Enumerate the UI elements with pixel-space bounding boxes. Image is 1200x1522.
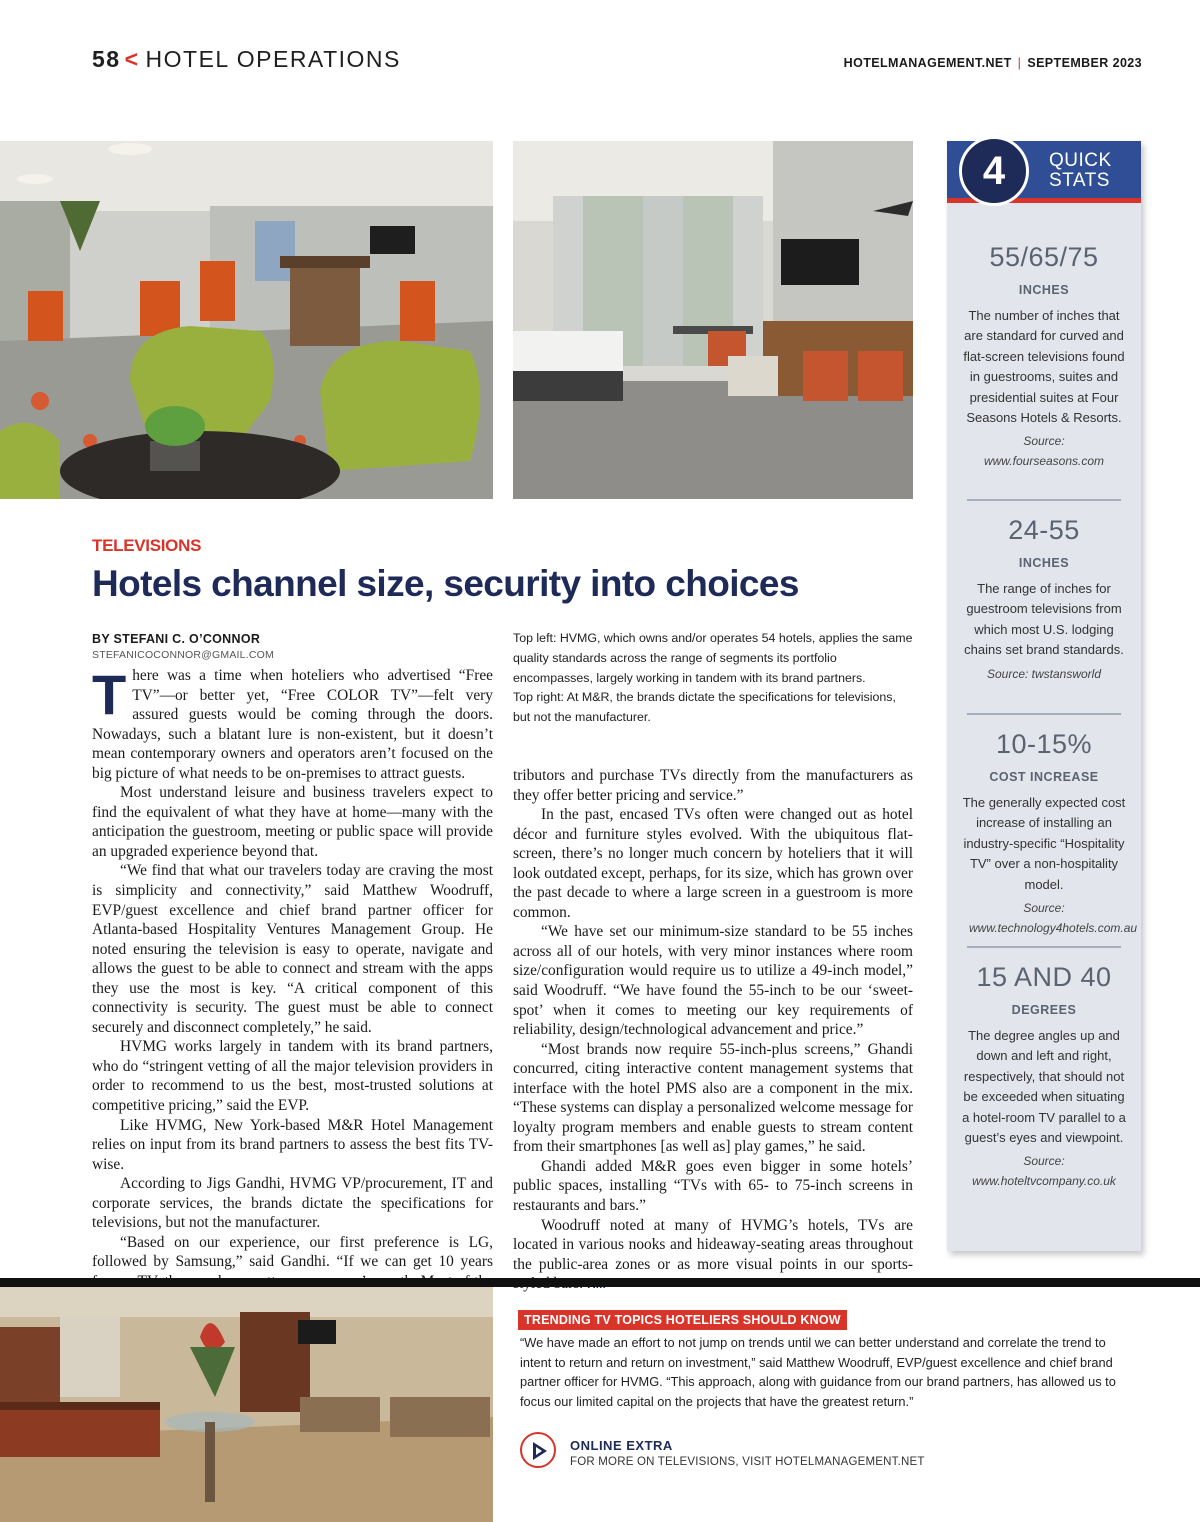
section-divider-bar	[0, 1278, 1200, 1287]
stat-value: 10-15%	[995, 729, 1093, 759]
caption-top-left: Top left: HVMG, which owns and/or operates 54 hotels, applies the same quality standards across the range of segments its portfolio encompasses, largely working in tandem with its brand partners.	[513, 631, 913, 685]
section-arrow-icon: <	[124, 46, 140, 72]
article-paragraph: “We have set our minimum-size standard to be 55 inches across all of our hotels, with very minor instances where room size/configuration would require us to utilize a 49-inch model,” said Woodruff. “We have found the 55-inch to be our ‘sweet-spot’ when it comes to meeting our key requirements of reliability, design/technological advancement and price.”	[513, 923, 913, 1039]
article-paragraph: HVMG works largely in tandem with its brand partners, who do “stringent vetting of all the major television providers in order to recommend to us the best, most-trusted solutions at competitive pricing,” said the EVP.	[92, 1038, 493, 1115]
stat-description: The number of inches that are standard for curved and flat-screen televisions found in guestrooms, suites and presidential suites at Four Seasons Hotels & Resorts.	[963, 308, 1125, 426]
section-title: HOTEL OPERATIONS	[145, 46, 401, 72]
sidebar-label: TRENDING TV TOPICS HOTELIERS SHOULD KNOW	[518, 1310, 847, 1330]
stat-unit: INCHES	[1018, 556, 1070, 570]
stat-unit: INCHES	[1018, 283, 1070, 297]
stat-divider	[967, 713, 1121, 715]
quick-stats-title-line1: QUICK	[1049, 150, 1112, 171]
stat-item	[947, 729, 1141, 938]
stat-item	[947, 515, 1141, 684]
stat-item	[947, 242, 1141, 471]
stat-source: Source: www.fourseasons.com	[983, 434, 1105, 469]
article-paragraph: “Most brands now require 55-inch-plus screens,” Ghandi concurred, citing interactive content management systems that interface with the hotel PMS also are a component in the mix. “These systems can display a personalized welcome message for loyalty program members and enable guests to stream content from their smartphones [as well as] play games,” he said.	[513, 1040, 913, 1156]
stat-description: The range of inches for guestroom televisions from which most U.S. lodging chains set brand standards.	[964, 581, 1124, 658]
article-column-1	[92, 663, 493, 1311]
article-paragraph: “We find that what our travelers today are craving the most is simplicity and connectivity,” said Matthew Woodruff, EVP/guest excellence and chief brand partner officer for Atlanta-based Hospitality Ventures Management Group. He noted ensuring the television is easy to operate, navigate and allows the guest to be able to connect and stream with the apps they use the most is key. “A critical component of this connectivity is security. The guest must be able to connect securely and disconnect completely,” he said.	[92, 862, 493, 1036]
article-closing-text: Woodruff noted at many of HVMG’s hotels, TVs are located in various nooks and hideaway-seating areas throughout the public-area zones or as more visual points in our sports-	[513, 1216, 913, 1273]
drop-cap: T	[92, 663, 127, 726]
quick-stats-panel	[947, 141, 1141, 1251]
article-headline: Hotels channel size, security into choices	[92, 563, 799, 604]
stat-value: 15 AND 40	[976, 962, 1112, 992]
sidebar-quote: “We have made an effort to not jump on trends until we can better understand and correlate the trend to intent to return and return on investment,” said Matthew Woodruff, EVP/guest excellence and chief brand partner officer for HVMG. “This approach, along with guidance from our brand partners, has allowed us to focus our limited capital on the projects that have the greatest return.”	[520, 1335, 1116, 1409]
article-paragraph: tributors and purchase TVs directly from the manufacturers as they offer better pricing and service.”	[513, 767, 913, 804]
play-circle-icon[interactable]	[520, 1432, 556, 1468]
header-separator: |	[1017, 56, 1022, 70]
article-paragraph: Most understand leisure and business travelers expect to find the equivalent of what they have at home—many with the anticipation the guestroom, meeting or public space will provide an upgraded experience beyond that.	[92, 784, 493, 860]
stat-value: 24-55	[1008, 515, 1080, 545]
stat-source: Source: www.technology4hotels.com.au	[969, 901, 1138, 936]
online-extra-title: ONLINE EXTRA	[570, 1438, 673, 1453]
quick-stats-number-badge: 4	[959, 136, 1029, 206]
page-header-right	[844, 56, 1142, 70]
stat-unit: DEGREES	[1011, 1003, 1077, 1017]
article-paragraph: According to Jigs Gandhi, HVMG VP/procurement, IT and corporate services, the brands dictate the specifications for televisions, but not the manufacturer.	[92, 1175, 493, 1232]
article-paragraph: “Based on our experience, our first preference is LG, followed by Samsung,” said Gandhi. “If we can get 10 years	[92, 1233, 493, 1271]
stat-divider	[967, 946, 1121, 948]
stat-source: Source: www.hoteltvcompany.co.uk	[972, 1154, 1116, 1189]
article-lead-text: here was a time when hoteliers who advertised “Free TV”—or better yet, “Free COLOR TV”—felt very assured guests would be coming through the doors. Nowadays, such a blatant lure is non-existent, but it doesn’t mean contemporary owners and operators aren’t focused on the big picture of what needs to be on-premises to attract guests.	[92, 667, 493, 782]
online-extra-link[interactable]: FOR MORE ON TELEVISIONS, VISIT HOTELMANAGEMENT.NET	[570, 1456, 925, 1468]
lobby-reception-photo	[0, 1287, 493, 1522]
author-email: STEFANICOCONNOR@GMAIL.COM	[92, 649, 274, 661]
article-paragraph: Ghandi added M&R goes even bigger in some hotels’ public spaces, installing “TVs with 65- to 75-inch screens in restaurants and bars.”	[513, 1157, 913, 1215]
article-paragraph: Like HVMG, New York-based M&R Hotel Management relies on input from its brand partners to assess the best fits TV-wise.	[92, 1116, 493, 1173]
page-header-left	[92, 46, 401, 73]
stat-divider	[967, 499, 1121, 501]
lobby-photo	[0, 141, 493, 499]
stat-description: The degree angles up and down and left and right, respectively, that should not be exceeded when situating a hotel-room TV parallel to a guest’s eyes and viewpoint.	[962, 1028, 1126, 1146]
stat-item	[947, 962, 1141, 1191]
guestroom-photo	[513, 141, 913, 499]
photo-caption	[513, 629, 913, 728]
stat-source: Source: twstansworld	[986, 666, 1102, 681]
stat-description: The generally expected cost increase of installing an industry-specific “Hospitality TV” over a non-hospitality model.	[962, 795, 1126, 892]
stat-value: 55/65/75	[989, 242, 1099, 272]
article-byline: BY STEFANI C. O’CONNOR	[92, 632, 261, 646]
page-number: 58	[92, 46, 121, 72]
caption-top-right: Top right: At M&R, the brands dictate the specifications for televisions, but not the manufacturer.	[513, 690, 896, 725]
article-column-2	[513, 766, 913, 1295]
article-paragraph: In the past, encased TVs often were changed out as hotel décor and furniture styles evolved. With the ubiquitous flat-screen, there’s no longer much concern by hoteliers that it will look outdated except, perhaps, for its size, which has grown over the past decade to where a large screen in a guestroom is more common.	[513, 806, 913, 921]
issue-date: SEPTEMBER 2023	[1027, 56, 1142, 70]
article-kicker: TELEVISIONS	[92, 536, 202, 555]
site-name: HOTELMANAGEMENT.NET	[843, 56, 1012, 70]
quick-stats-title	[1049, 151, 1112, 191]
quick-stats-title-line2: STATS	[1049, 170, 1110, 191]
article-paragraph	[92, 663, 493, 783]
stat-unit: COST INCREASE	[989, 770, 1099, 784]
play-triangle-inner	[536, 1447, 542, 1455]
